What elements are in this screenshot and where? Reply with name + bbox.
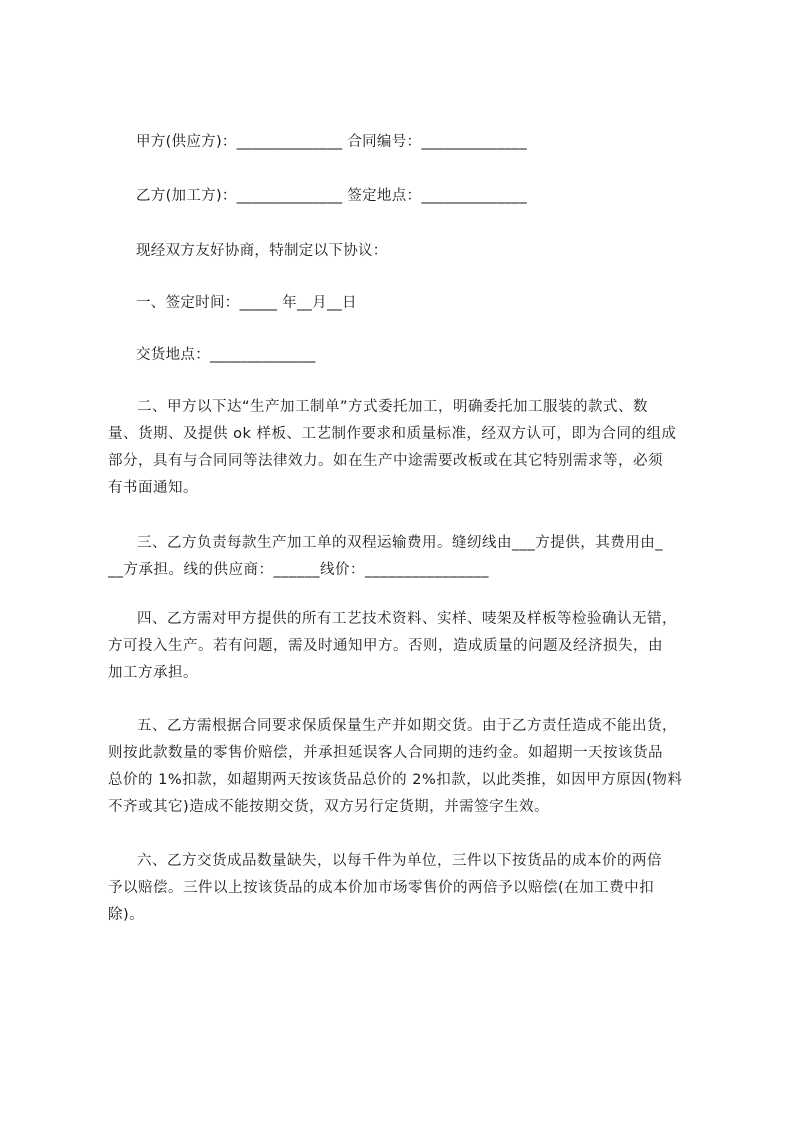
preamble: 现经双方友好协商，特制定以下协议：: [136, 243, 388, 259]
clause-line: 除)。: [108, 907, 145, 923]
clause-line: 予以赔偿。三件以上按该货品的成本价加市场零售价的两倍予以赔偿(在加工费中扣: [108, 880, 655, 896]
clause-line: 二、甲方以下达“生产加工制单”方式委托加工，明确委托加工服装的款式、数: [137, 399, 649, 415]
party-a-line: 甲方(供应方)：______________ 合同编号：______________: [136, 134, 528, 150]
clause-line: 方可投入生产。若有问题，需及时通知甲方。否则，造成质量的问题及经济损失，由: [108, 638, 663, 654]
clause-line: __方承担。线的供应商：______线价：________________: [108, 562, 489, 578]
clause-line: 四、乙方需对甲方提供的所有工艺技术资料、实样、唛架及样板等检验确认无错，: [137, 611, 677, 627]
clause-line: 加工方承担。: [108, 665, 198, 681]
clause-line: 量、货期、及提供 ok 样板、工艺制作要求和质量标准，经双方认可，即为合同的组成: [108, 426, 677, 442]
clause-5: [108, 713, 700, 821]
clause-line: 则按此款数量的零售价赔偿，并承担延误客人合同期的违约金。如超期一天按该货品: [108, 745, 663, 761]
clause-line: 三、乙方负责每款生产加工单的双程运输费用。缝纫线由___方提供，其费用由_: [137, 535, 663, 551]
party-b-line: 乙方(加工方)：______________ 签定地点：______________: [136, 188, 528, 204]
clause-line: 六、乙方交货成品数量缺失，以每千件为单位，三件以下按货品的成本价的两倍: [137, 853, 662, 869]
clause-line: 部分，具有与合同同等法律效力。如在生产中途需要改板或在其它特别需求等，必须: [108, 453, 663, 469]
delivery-place-line: 交货地点：______________: [136, 347, 316, 363]
clause-line: 不齐或其它)造成不能按期交货，双方另行定货期，并需签字生效。: [108, 799, 550, 815]
clause-line: 总价的 1%扣款，如超期两天按该货品总价的 2%扣款，以此类推，如因甲方原因(物料: [108, 772, 683, 788]
clause-4: [108, 606, 700, 687]
clause-2: [108, 394, 700, 502]
clause-line: 有书面通知。: [108, 480, 198, 496]
clause-6: [108, 848, 700, 929]
clause-line: 五、乙方需根据合同要求保质保量生产并如期交货。由于乙方责任造成不能出货，: [137, 718, 677, 734]
clause-3: [108, 530, 700, 584]
sign-time-line: 一、签定时间：_____ 年__月__日: [136, 295, 357, 311]
